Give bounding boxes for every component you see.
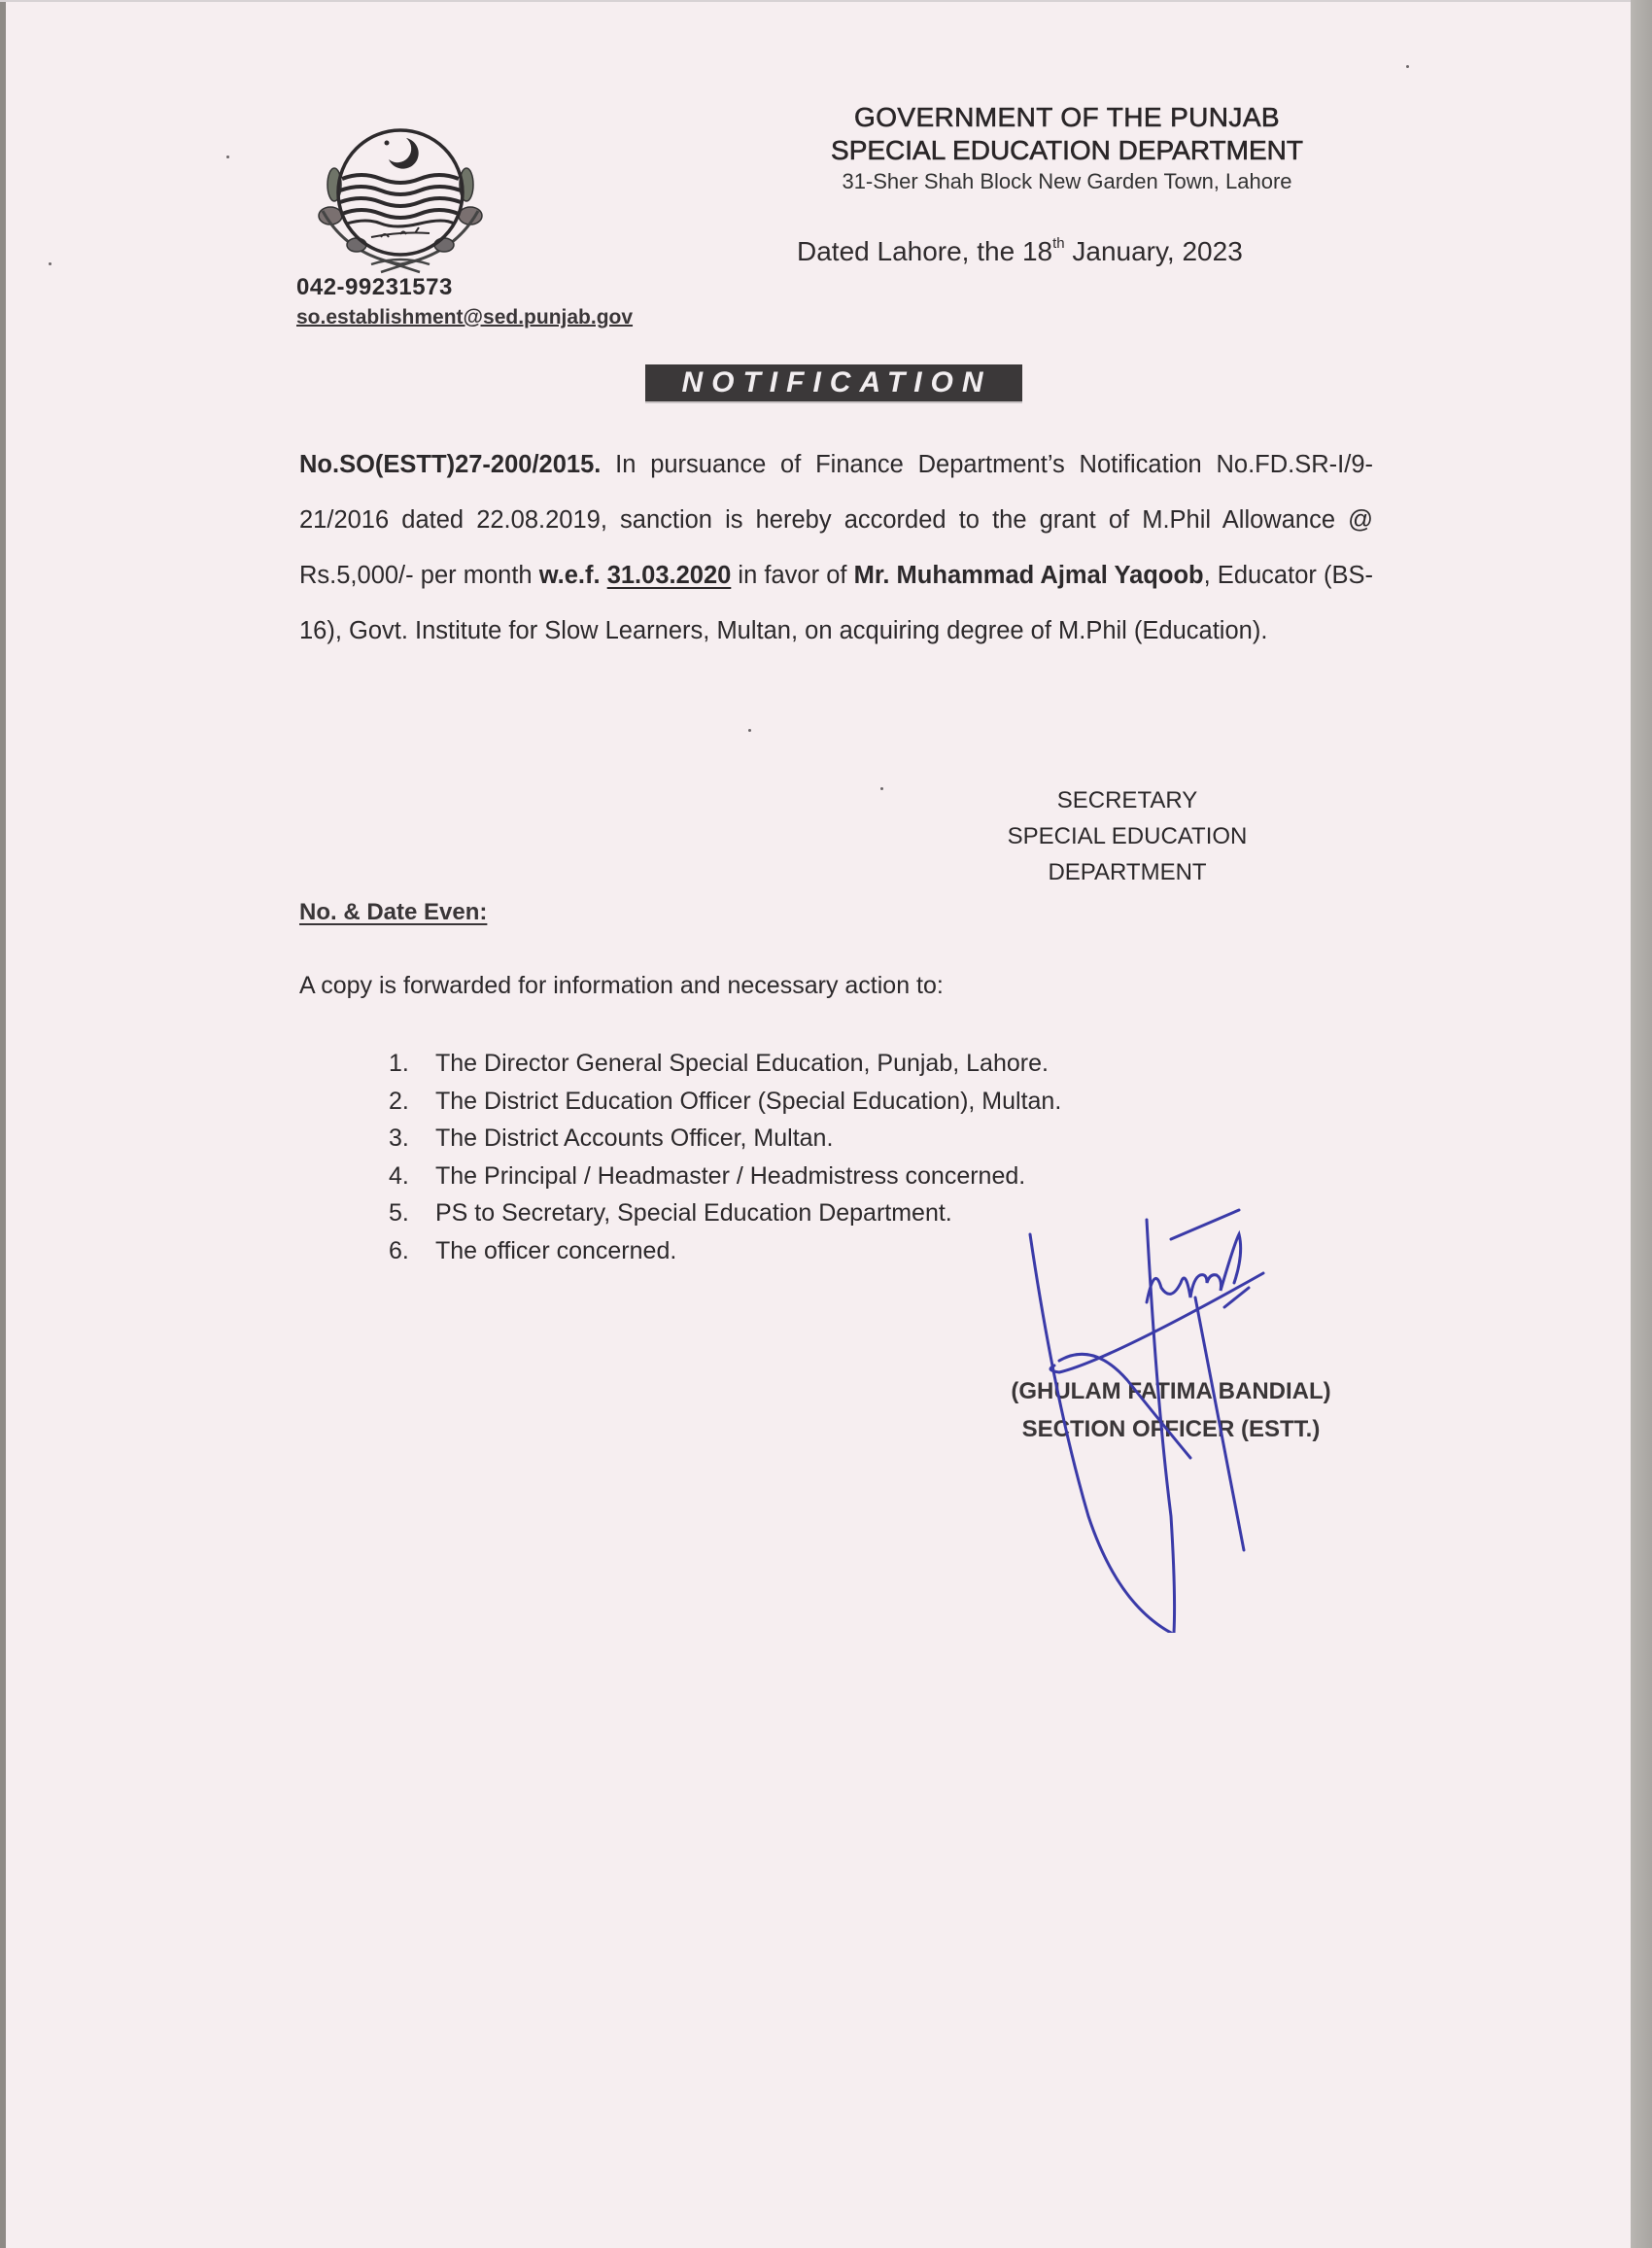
secretary-line: DEPARTMENT xyxy=(1048,859,1207,885)
forward-text: A copy is forwarded for information and necessary action to: xyxy=(299,972,944,999)
scan-speck xyxy=(1406,65,1409,68)
list-item xyxy=(389,1232,1061,1270)
list-item xyxy=(389,1120,1061,1158)
reference-number: No.SO(ESTT)27-200/2015. xyxy=(299,451,602,478)
list-item xyxy=(389,1083,1061,1121)
scan-left-edge xyxy=(0,0,6,2248)
signatory-title: SECTION OFFICER (ESTT.) xyxy=(1021,1416,1321,1442)
contact-email[interactable]: so.establishment@sed.punjab.gov xyxy=(296,306,634,329)
wef-label: w.e.f. xyxy=(538,562,601,589)
dated-line xyxy=(797,236,1243,267)
body-text-3: , Educator (BS-16), Govt. Institute for Slow Learners, Multan, on acquiring degree of M.Phil (Education). xyxy=(299,562,1373,644)
list-text: The Director General Special Education, Punjab, Lahore. xyxy=(435,1050,1049,1077)
secretary-line: SPECIAL EDUCATION xyxy=(1007,823,1248,849)
scan-speck xyxy=(226,156,229,158)
signatory-name: (GHULAM FATIMA BANDIAL) xyxy=(1011,1378,1331,1404)
list-item xyxy=(389,1045,1061,1083)
list-number: 1. xyxy=(389,1050,409,1077)
list-number: 5. xyxy=(389,1199,409,1227)
department-title: SPECIAL EDUCATION DEPARTMENT xyxy=(831,135,1303,165)
notification-banner xyxy=(645,364,1022,403)
list-number: 3. xyxy=(389,1124,409,1152)
list-number: 6. xyxy=(389,1236,409,1264)
secretary-line: SECRETARY xyxy=(1056,787,1198,813)
list-text: The officer concerned. xyxy=(435,1236,677,1264)
list-number: 4. xyxy=(389,1161,409,1190)
five-rivers-icon xyxy=(340,175,461,226)
copy-recipients-list xyxy=(389,1045,1061,1269)
government-title: GOVERNMENT OF THE PUNJAB xyxy=(854,102,1280,132)
scan-speck xyxy=(49,262,52,265)
list-item xyxy=(389,1158,1061,1195)
scan-speck xyxy=(748,729,751,732)
dated-ordinal: th xyxy=(1052,235,1065,252)
list-text: PS to Secretary, Special Education Department. xyxy=(435,1199,952,1227)
department-address: 31-Sher Shah Block New Garden Town, Lahore xyxy=(842,169,1292,193)
scan-top-edge xyxy=(0,0,1631,2)
secretary-block xyxy=(981,782,1273,890)
list-number: 2. xyxy=(389,1087,409,1115)
letterhead xyxy=(785,101,1349,196)
list-text: The District Education Officer (Special Education), Multan. xyxy=(435,1087,1062,1115)
punjab-crest-logo xyxy=(303,119,498,284)
dated-prefix: Dated Lahore, the 18 xyxy=(797,236,1053,266)
scan-speck xyxy=(880,787,883,790)
body-text-1: In pursuance of Finance Department’s Notification No.FD.SR-I/9-21/2016 dated 22.08.2019, sanction is hereby accorded to the grant of M.Phil Allowance @ Rs.5,000/- per month xyxy=(299,451,1373,589)
dated-rest: January, 2023 xyxy=(1064,236,1243,266)
body-text-2: in favor of xyxy=(731,562,854,589)
beneficiary-name: Mr. Muhammad Ajmal Yaqoob xyxy=(853,562,1204,589)
list-text: The Principal / Headmaster / Headmistress concerned. xyxy=(435,1161,1026,1190)
no-date-even-label: No. & Date Even: xyxy=(299,899,488,925)
notification-body xyxy=(299,437,1373,659)
contact-phone: 042-99231573 xyxy=(296,274,453,300)
list-item xyxy=(389,1194,1061,1232)
crescent-star-icon xyxy=(385,138,419,169)
notification-title: NOTIFICATION xyxy=(681,366,992,398)
signatory-block xyxy=(967,1372,1375,1448)
scan-right-edge xyxy=(1631,0,1652,2248)
effective-date: 31.03.2020 xyxy=(606,562,732,589)
list-text: The District Accounts Officer, Multan. xyxy=(435,1124,834,1152)
